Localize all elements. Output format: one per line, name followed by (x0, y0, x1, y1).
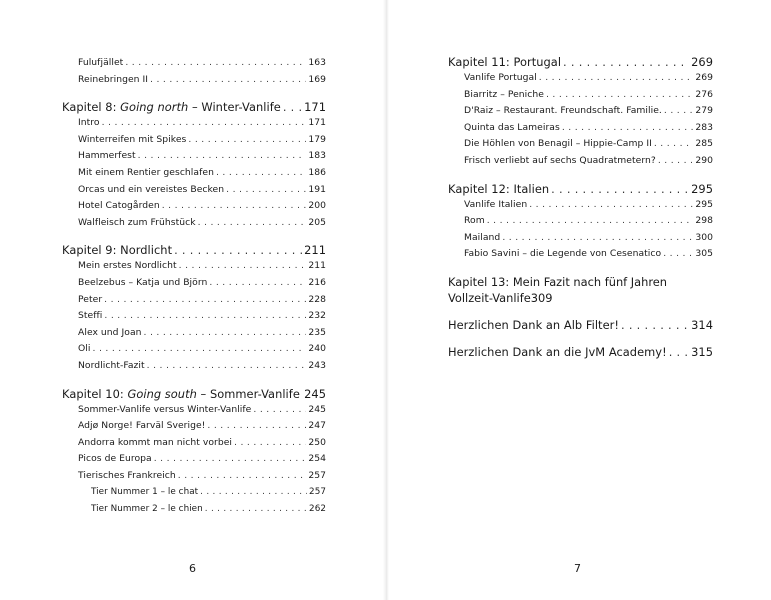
toc-entry[interactable] (62, 402, 326, 419)
entry-title: Frisch verliebt auf sechs Quadratmetern? (464, 154, 656, 166)
entry-page: 295 (695, 198, 713, 210)
dot-leader (207, 418, 306, 435)
entry-title: Mit einem Rentier geschlafen (78, 166, 214, 178)
dot-leader (102, 115, 307, 132)
entry-page: 279 (695, 105, 713, 117)
chapter-title (62, 386, 300, 402)
dot-leader (188, 132, 306, 149)
entry-page: 247 (308, 420, 326, 432)
dot-leader (162, 198, 307, 215)
entry-title: Beelzebus – Katja und Björn (78, 276, 208, 288)
entry-title: Vanlife Italien (464, 198, 528, 210)
toc-entry[interactable] (62, 418, 326, 435)
entry-title: Nordlicht-Fazit (78, 359, 145, 371)
dot-leader (144, 325, 307, 342)
entry-title: Reinebringen II (78, 73, 149, 85)
entry-page: 298 (695, 215, 713, 227)
dot-leader (487, 213, 694, 230)
toc-entry[interactable] (62, 258, 326, 275)
toc-entry[interactable] (62, 325, 326, 342)
toc-entry[interactable] (62, 215, 326, 232)
dot-leader (179, 258, 307, 275)
dot-leader (669, 344, 689, 360)
dot-leader (178, 468, 307, 485)
entry-title: Orcas und ein vereistes Becken (78, 183, 225, 195)
chapter-title: Herzlichen Dank an Alb Filter! (448, 317, 619, 332)
entry-page: 240 (308, 343, 326, 355)
chapter-heading[interactable] (62, 99, 326, 115)
toc-left (62, 55, 326, 518)
entry-page: 232 (308, 310, 326, 322)
entry-page: 205 (308, 216, 326, 228)
dot-leader (621, 317, 689, 333)
subentry-title: Tier Nummer 2 – le chien (91, 504, 203, 515)
entry-title: Picos de Europa (78, 453, 152, 465)
entry-page: 211 (308, 260, 326, 272)
toc-entry[interactable] (62, 182, 326, 199)
chapter-heading[interactable] (448, 54, 713, 70)
dot-leader (562, 120, 694, 137)
entry-title: Mein erstes Nordlicht (78, 260, 177, 272)
toc-entry[interactable] (62, 55, 326, 72)
entry-title: Adjø Norge! Farväl Sverige! (78, 420, 206, 432)
entry-title: Die Höhlen von Benagil – Hippie-Camp II (464, 138, 652, 150)
chapter-title: Kapitel 12: Italien (448, 181, 550, 196)
toc-entry[interactable] (62, 132, 326, 149)
toc-entry[interactable] (448, 197, 713, 214)
dot-leader (563, 54, 689, 70)
page-number-left: 6 (189, 562, 196, 575)
entry-page: 290 (695, 154, 713, 166)
thanks-alb-filter (448, 317, 713, 333)
dot-leader (205, 501, 307, 518)
chapter-12 (448, 181, 713, 263)
dot-leader (154, 451, 307, 468)
dot-leader (150, 72, 306, 89)
dot-leader (209, 275, 306, 292)
dot-leader (234, 435, 306, 452)
toc-entry[interactable] (62, 435, 326, 452)
entry-page: 243 (308, 359, 326, 371)
toc-entry[interactable] (448, 120, 713, 137)
dot-leader (93, 341, 307, 358)
chapter-title: Kapitel 11: Portugal (448, 55, 562, 69)
chapter-heading[interactable] (448, 317, 713, 333)
dot-leader (226, 182, 306, 199)
chapter-rest: – Winter-Vanlife (188, 100, 281, 115)
chapter-italic: Going south (127, 386, 197, 401)
dot-leader (664, 103, 693, 120)
entry-page: 283 (695, 121, 713, 133)
dot-leader (200, 484, 307, 501)
entry-title: Peter (78, 293, 103, 305)
entry-page: 200 (308, 200, 326, 212)
chapter-page: 245 (304, 386, 326, 401)
chapter-label: Kapitel 10: (62, 386, 128, 401)
dot-leader (663, 246, 693, 263)
chapter-label: Kapitel 8: (62, 100, 121, 115)
entry-page: 269 (695, 72, 713, 83)
chapter-heading[interactable] (62, 242, 326, 258)
entry-page: 169 (308, 73, 326, 85)
entry-title: Alex und Joan (78, 326, 142, 338)
thanks-jvm-academy (448, 344, 713, 360)
chapter-rest: – Sommer-Vanlife (196, 386, 300, 401)
toc-entry[interactable] (62, 198, 326, 215)
toc-entry[interactable] (448, 213, 713, 230)
entry-title: Hammerfest (78, 150, 136, 162)
chapter-heading[interactable] (448, 274, 713, 306)
dot-leader (539, 70, 694, 87)
subentry-page: 257 (309, 487, 326, 498)
right-page (387, 0, 771, 600)
entry-page: 300 (695, 231, 713, 243)
dot-leader (174, 242, 302, 258)
subentry-title: Tier Nummer 1 – le chat (91, 487, 199, 498)
chapter-page: 295 (691, 181, 713, 196)
entry-title: Sommer-Vanlife versus Winter-Vanlife (78, 403, 252, 415)
chapter-9 (62, 242, 326, 374)
dot-leader (654, 136, 693, 153)
dot-leader (125, 55, 306, 72)
chapter-title-line1: Kapitel 13: Mein Fazit nach fünf Jahren (448, 274, 668, 289)
entry-title: Walfleisch zum Frühstück (78, 216, 196, 228)
dot-leader (546, 87, 693, 104)
entry-title: Fulufjället (78, 57, 124, 68)
entry-title: Quinta das Lameiras (464, 121, 560, 133)
dot-leader (147, 358, 307, 375)
entry-page: 186 (308, 166, 326, 178)
chapter-page: 211 (304, 243, 326, 258)
entry-page: 276 (695, 88, 713, 100)
entry-title: Steffi (78, 310, 103, 322)
chapter-page: 315 (691, 344, 713, 359)
entry-title: Rom (464, 215, 485, 227)
entry-page: 171 (308, 117, 326, 129)
toc-entry[interactable] (448, 70, 713, 87)
chapter-heading[interactable] (448, 181, 713, 197)
chapter-title-line2: Vollzeit-Vanlife (448, 290, 531, 305)
chapter-title: Herzlichen Dank an die JvM Academy! (448, 344, 667, 359)
chapter-11 (448, 54, 713, 170)
toc-entry[interactable] (62, 148, 326, 165)
chapter-10 (62, 386, 326, 518)
chapter-title: Kapitel 9: Nordlicht (62, 243, 173, 258)
entry-page: 257 (308, 469, 326, 481)
dot-leader (253, 402, 306, 419)
chapter-title (62, 99, 281, 115)
chapter-italic: Going north (120, 100, 189, 115)
dot-leader (658, 153, 693, 170)
toc-entry[interactable] (62, 451, 326, 468)
dot-leader (216, 165, 306, 182)
toc-entry[interactable] (62, 358, 326, 375)
toc-right (448, 54, 713, 360)
toc-entry[interactable] (62, 275, 326, 292)
chapter-8 (62, 99, 326, 231)
toc-entry[interactable] (62, 341, 326, 358)
chapter-heading[interactable] (448, 344, 713, 360)
toc-entry[interactable] (62, 308, 326, 325)
page-number-right: 7 (574, 562, 581, 575)
toc-entry[interactable] (62, 72, 326, 89)
toc-entry[interactable] (448, 136, 713, 153)
entry-page: 245 (308, 403, 326, 415)
toc-entry[interactable] (62, 468, 326, 485)
dot-leader (502, 230, 693, 247)
dot-leader (529, 197, 693, 214)
toc-entry[interactable] (448, 230, 713, 247)
entry-page: 250 (308, 436, 326, 448)
chapter-page: 309 (530, 290, 553, 305)
entry-title: Intro (78, 117, 100, 129)
toc-entry[interactable] (448, 153, 713, 170)
dot-leader (198, 215, 307, 232)
toc-entry[interactable] (448, 103, 713, 120)
entry-title: Fabio Savini – die Legende von Cesenatico (464, 248, 662, 260)
entry-page: 228 (308, 293, 326, 305)
entry-title: Vanlife Portugal (464, 72, 537, 83)
subentry-page: 262 (309, 504, 326, 515)
entry-page: 254 (308, 453, 326, 465)
entry-page: 285 (695, 138, 713, 150)
dot-leader (104, 292, 306, 309)
entry-page: 179 (308, 133, 326, 145)
entry-title: D'Raiz – Restaurant. Freundschaft. Familie. (464, 105, 662, 117)
toc-entry[interactable] (448, 246, 713, 263)
entry-title: Mailand (464, 231, 501, 243)
toc-entry[interactable] (62, 165, 326, 182)
entry-title: Biarritz – Peniche (464, 88, 544, 100)
chapter-title-line2-row (448, 290, 713, 306)
entry-page: 183 (308, 150, 326, 162)
toc-entry[interactable] (62, 115, 326, 132)
dot-leader (283, 99, 302, 115)
entry-page: 163 (308, 57, 326, 68)
toc-entry[interactable] (62, 292, 326, 309)
toc-subentry[interactable] (62, 501, 326, 518)
entry-title: Winterreifen mit Spikes (78, 133, 187, 145)
entry-page: 235 (308, 326, 326, 338)
left-page (0, 0, 384, 600)
dot-leader (551, 181, 689, 197)
entry-page: 191 (308, 183, 326, 195)
toc-subentry[interactable] (62, 484, 326, 501)
entry-title: Hotel Catogården (78, 200, 160, 212)
chapter-heading[interactable] (62, 386, 326, 402)
entry-page: 216 (308, 276, 326, 288)
chapter-13 (448, 274, 713, 306)
dot-leader (138, 148, 307, 165)
entry-page: 305 (695, 248, 713, 260)
toc-entry[interactable] (448, 87, 713, 104)
chapter-page: 314 (691, 317, 713, 332)
chapter-page: 269 (691, 55, 713, 69)
entry-title: Oli (78, 343, 91, 355)
chapter-page: 171 (304, 100, 326, 115)
entry-title: Andorra kommt man nicht vorbei (78, 436, 233, 448)
dot-leader (104, 308, 306, 325)
entry-title: Tierisches Frankreich (78, 469, 176, 481)
